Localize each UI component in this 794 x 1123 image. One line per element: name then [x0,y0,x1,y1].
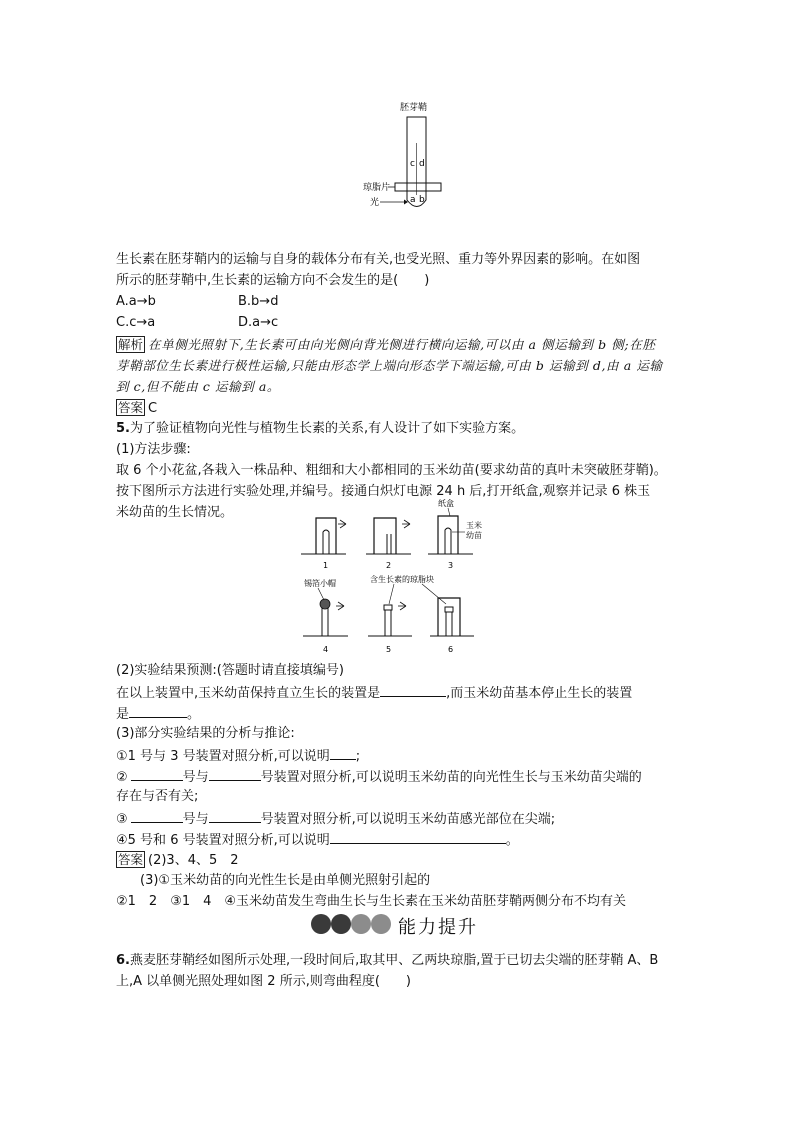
q4-stem-line1: 生长素在胚芽鞘内的运输与自身的载体分布有关,也受光照、重力等外界因素的影响。在如图 [116,252,641,267]
answer-blank-3-3a[interactable] [131,808,183,823]
coleoptile-figure [360,98,460,210]
answer-blank-upright[interactable] [380,682,446,697]
step2-text-2: ,而玉米幼苗基本停止生长的装置 [446,686,633,701]
answer-blank-stopped[interactable] [129,703,187,718]
s3-2-text-b: 号与 [182,770,209,785]
q4-analysis-line1 [116,335,655,356]
q5-answer-text-1: (2)3、4、5 2 [148,853,239,868]
q5-step3-item2 [116,766,642,788]
q5-step3-item1 [116,745,360,767]
q5-number: 5. [116,421,130,436]
setup-6 [370,574,474,654]
q4-answer [116,398,157,419]
section-dot-3 [351,914,371,934]
q4-analysis-line2: 芽鞘部位生长素进行极性运输,只能由形态学上端向形态学下端运输,可由 b 运输到 d,由 a 运输 [116,358,663,373]
label-b: b [419,195,425,205]
agar-block-label: 含生长素的琼脂块 [370,575,434,584]
q5-step1-line1: 取 6 个小花盆,各栽入一株品种、粗细和大小都相同的玉米幼苗(要求幼苗的真叶未突破胚芽鞘)。 [116,463,667,478]
answer-value: C [148,401,158,416]
light-label: 光 [370,198,380,208]
q4-option-b: B.b→d [238,294,279,309]
q5-step1-title: (1)方法步骤: [116,442,191,457]
seedling-label-1: 玉米 [466,521,482,530]
setup-2 [366,518,411,570]
label-c: c [410,159,415,169]
foil-cap-label-1: 锡箔 [304,579,320,588]
q5-stem [116,419,524,439]
coleoptile-label: 胚芽鞘 [400,103,428,113]
setup-number-6: 6 [448,645,454,654]
answer-blank-3-2b[interactable] [209,766,261,781]
s3-4-text: ④5 号和 6 号装置对照分析,可以说明 [116,833,330,848]
s3-3-text-a: ③ [116,812,128,827]
q4-option-a: A.a→b [116,294,156,309]
setup-number-3: 3 [448,561,454,570]
s3-3-text-c: 号装置对照分析,可以说明玉米幼苗感光部位在尖端; [260,812,556,827]
analysis-tag: 解析 [118,337,144,352]
q5-answer-tag: 答案 [118,852,144,867]
setup-3 [428,498,482,570]
setup-number-1: 1 [323,561,329,570]
foil-cap [320,599,330,609]
label-a: a [410,195,416,205]
q6-stem-line2: 上,A 以单侧光照处理如图 2 所示,则弯曲程度( ) [116,974,411,989]
setup-1 [301,518,346,570]
s3-1-end: ; [355,749,361,764]
q5-step3-item3 [116,808,555,830]
answer-blank-3-4[interactable] [330,829,506,844]
q5-answer-line2: (3)①玉米幼苗的向光性生长是由单侧光照射引起的 [140,873,431,888]
foil-cap-label-2: 小帽 [320,579,336,588]
label-d: d [419,159,425,169]
q6-number: 6. [116,953,130,968]
s3-1-text: ①1 号与 3 号装置对照分析,可以说明 [116,749,330,764]
q5-step2-line1 [116,682,632,704]
section-dot-2 [331,914,351,934]
setup-number-2: 2 [386,561,392,570]
q5-step1-line2: 按下图所示方法进行实验处理,并编号。接通白炽灯电源 24 h 后,打开纸盒,观察并记录 6 株玉 [116,484,651,499]
q4-option-c: C.c→a [116,315,156,330]
answer-blank-3-1[interactable] [330,745,356,760]
q5-answer-line1 [116,850,239,871]
q6-stem-line1 [116,951,658,971]
q4-option-d: D.a→c [238,315,279,330]
q5-step3-title: (3)部分实验结果的分析与推论: [116,726,295,741]
q5-step2-line2 [116,703,200,725]
section-title: 能力提升 [398,917,478,938]
q6-stem-text-1: 燕麦胚芽鞘经如图所示处理,一段时间后,取其甲、乙两块琼脂,置于已切去尖端的胚芽鞘 A、B [129,953,659,968]
seedling-label-2: 幼苗 [466,531,482,540]
agar-block-5 [384,605,392,610]
q5-answer-line3: ②1 2 ③1 4 ④玉米幼苗发生弯曲生长与生长素在玉米幼苗胚芽鞘两侧分布不均有关 [116,894,627,909]
q5-step3-item2-cont: 存在与否有关; [116,789,199,804]
setup-number-5: 5 [386,645,392,654]
q5-stem-text: 为了验证植物向光性与植物生长素的关系,有人设计了如下实验方案。 [129,421,525,436]
experiment-figure [298,494,498,660]
setup-5 [368,602,412,654]
q5-step1-line3: 米幼苗的生长情况。 [116,505,234,520]
analysis-text-1: 在单侧光照射下,生长素可由向光侧向背光侧进行横向运输,可以由 a 侧运输到 b 侧;在胚 [148,337,656,352]
s3-2-text-a: ② [116,770,128,785]
step2-text-3: 是 [116,707,130,722]
section-dot-1 [311,914,331,934]
q5-step3-item4 [116,829,519,851]
s3-4-end: 。 [505,833,519,848]
answer-blank-3-2a[interactable] [131,766,183,781]
setup-4 [303,578,348,654]
answer-blank-3-3b[interactable] [209,808,261,823]
box-label: 纸盒 [438,499,454,508]
answer-tag: 答案 [118,400,144,415]
section-dot-4 [371,914,391,934]
agar-slice [395,183,441,191]
step2-text-1: 在以上装置中,玉米幼苗保持直立生长的装置是 [116,686,381,701]
agar-block-6 [445,607,453,612]
s3-3-text-b: 号与 [182,812,209,827]
q5-step2-title: (2)实验结果预测:(答题时请直接填编号) [116,663,344,678]
setup-number-4: 4 [323,645,329,654]
step2-text-4: 。 [187,707,201,722]
agar-label: 琼脂片 [363,183,391,193]
q4-analysis-line3: 到 c,但不能由 c 运输到 a。 [116,379,281,394]
s3-2-text-c: 号装置对照分析,可以说明玉米幼苗的向光性生长与玉米幼苗尖端的 [260,770,642,785]
q4-stem-line2: 所示的胚芽鞘中,生长素的运输方向不会发生的是( ) [116,273,430,288]
